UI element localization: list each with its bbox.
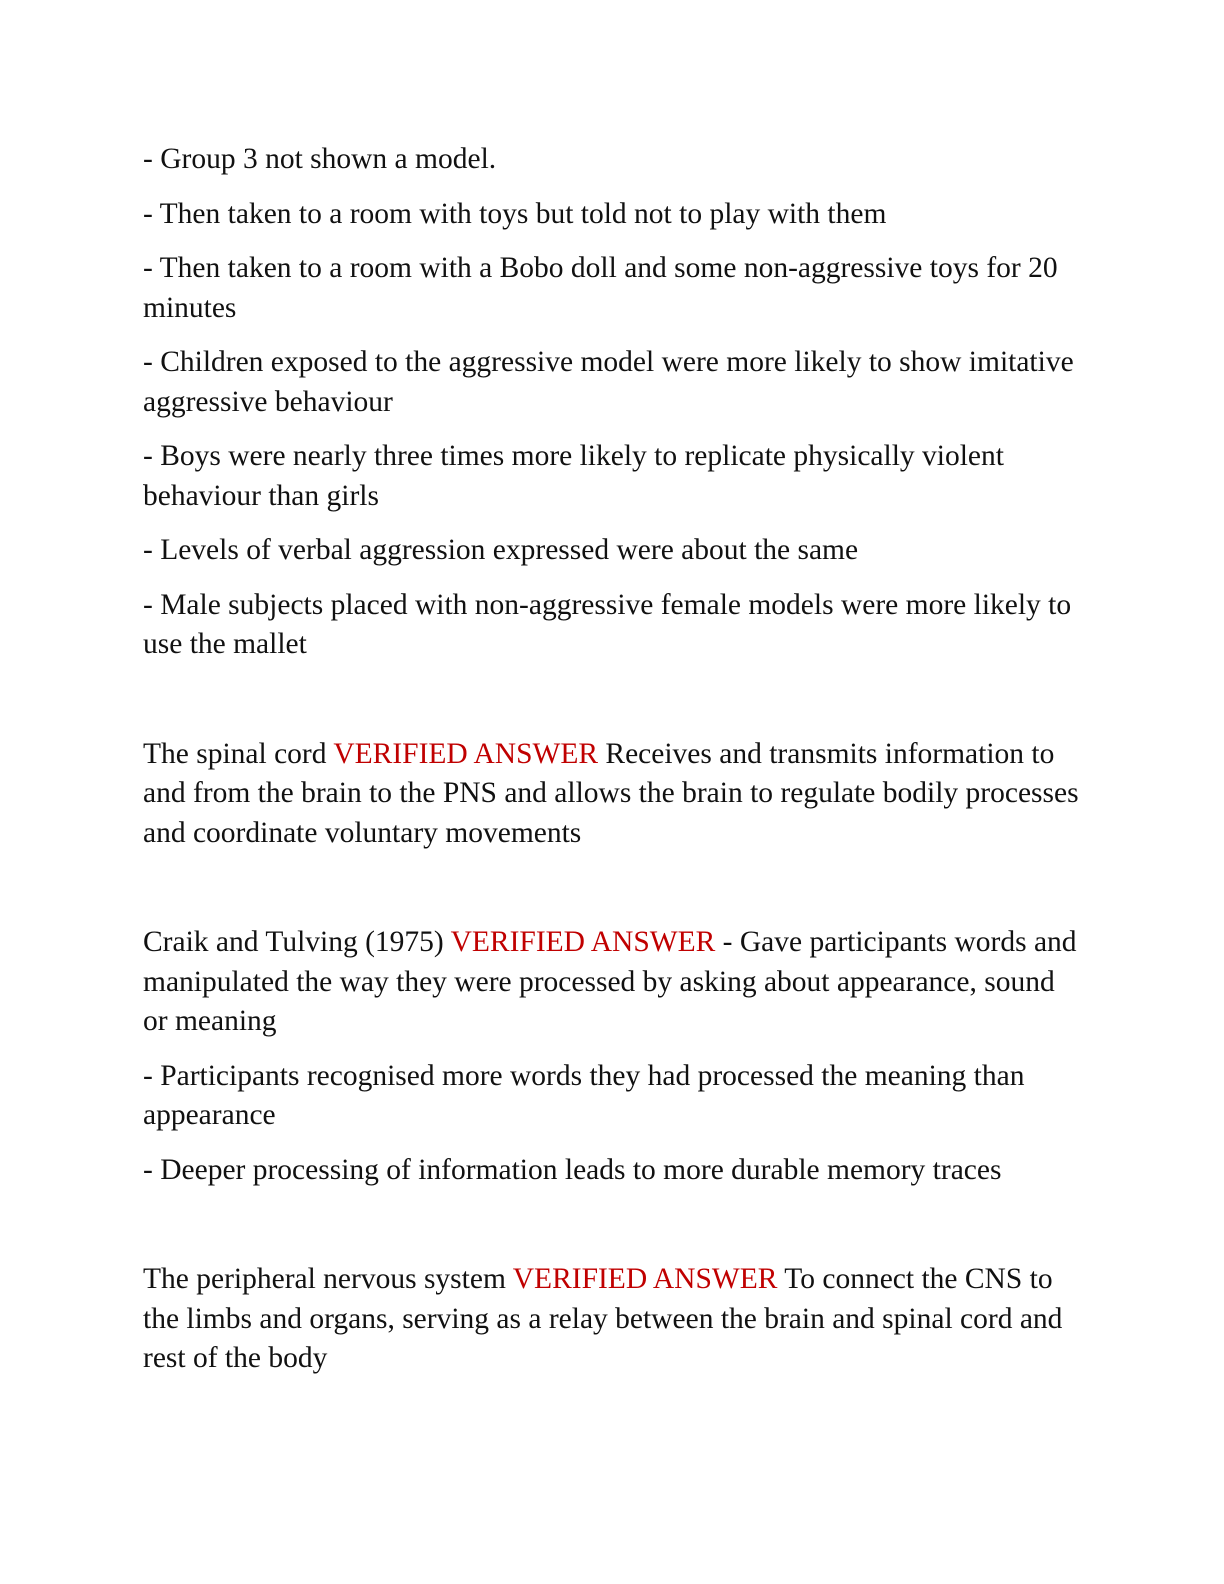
bullet-line: - Levels of verbal aggression expressed were about the same	[143, 534, 859, 566]
answer: Receives and transmits information to and from the brain to the PNS and allows the brain to regulate bodily processes and coordinate voluntary movements	[143, 737, 1079, 849]
term: The peripheral nervous system	[143, 1263, 506, 1295]
verified-tag: VERIFIED ANSWER	[333, 737, 599, 770]
verified-tag: VERIFIED ANSWER	[450, 926, 716, 958]
qa-craik-tulving	[143, 923, 1083, 1042]
answer: - Gave participants words and manipulated the way they were processed by asking about appearance, sound or meaning	[143, 926, 1077, 1037]
answer: To connect the CNS to the limbs and organs, serving as a relay between the brain and spinal cord and rest of the body	[143, 1263, 1063, 1374]
bullet-line: - Then taken to a room with toys but told not to play with them	[143, 197, 887, 230]
bullet-line: - Male subjects placed with non-aggressive female models were more likely to use the mallet	[143, 588, 1072, 660]
qa-peripheral-nervous-system	[143, 1260, 1083, 1379]
document-page	[143, 140, 1083, 1394]
qa-spinal-cord	[143, 735, 1083, 854]
bullet-line: - Participants recognised more words they had processed the meaning than appearance	[143, 1059, 1025, 1131]
section-gap	[143, 680, 1083, 735]
term: The spinal cord	[143, 737, 327, 770]
bullet-line: - Group 3 not shown a model.	[143, 143, 497, 175]
bullet-line: - Deeper processing of information leads to more durable memory traces	[143, 1153, 1002, 1186]
bullet-line: - Then taken to a room with a Bobo doll and some non-aggressive toys for 20 minutes	[143, 252, 1058, 324]
verified-tag: VERIFIED ANSWER	[512, 1263, 778, 1295]
section-gap	[143, 1205, 1083, 1260]
bullet-line: - Children exposed to the aggressive model were more likely to show imitative aggressive behaviour	[143, 346, 1074, 418]
section-gap	[143, 868, 1083, 923]
term: Craik and Tulving (1975)	[143, 926, 444, 958]
bullet-line: - Boys were nearly three times more likely to replicate physically violent behaviour than girls	[143, 440, 1004, 512]
